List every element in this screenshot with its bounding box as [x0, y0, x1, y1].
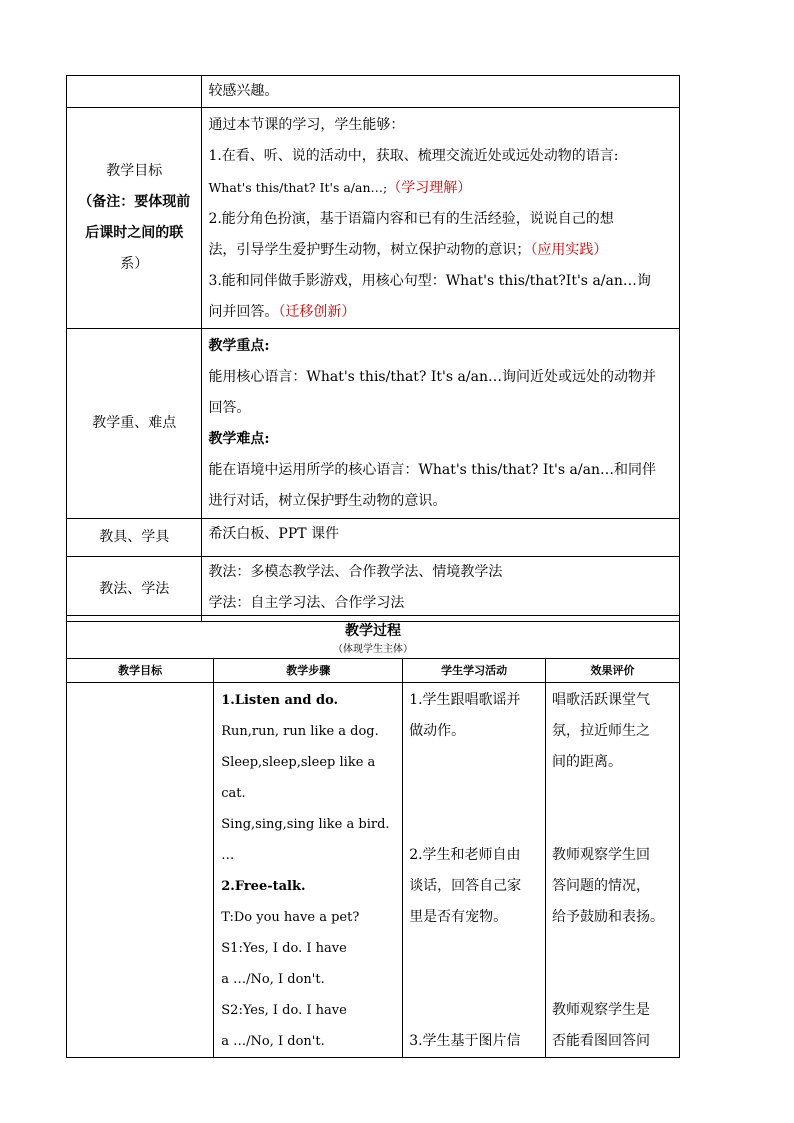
- evaluation-line: 教师观察学生回: [552, 847, 651, 863]
- objective-2-tag: （应用实践）: [530, 242, 608, 258]
- header-steps: 教学步骤: [214, 659, 403, 683]
- methods-label: 教法、学法: [67, 557, 202, 622]
- objectives-label: 教学目标 （备注：要体现前 后课时之间的联 系）: [67, 108, 202, 329]
- step-line: Sleep,sleep,sleep like a: [221, 755, 376, 770]
- learning-method: 学法：自主学习法、合作学习法: [208, 595, 405, 611]
- process-title: 教学过程: [345, 623, 401, 639]
- focus-heading: 教学重点:: [208, 338, 270, 354]
- step-line: cat.: [221, 786, 246, 801]
- activity-line: [409, 964, 545, 995]
- objective-2-line-1: 2.能分角色扮演，基于语篇内容和已有的生活经验，说说自己的想: [208, 211, 614, 227]
- steps-cell: [214, 683, 403, 1058]
- difficulty-line-2: 进行对话，树立保护野生动物的意识。: [208, 493, 447, 509]
- step-line: …: [221, 848, 235, 863]
- header-activities: 学生学习活动: [403, 659, 546, 683]
- activity-line: [409, 995, 545, 1026]
- continuation-row: [67, 76, 680, 108]
- process-objective-cell: [67, 683, 214, 1058]
- focus-line-2: 回答。: [208, 400, 251, 416]
- header-evaluation: 效果评价: [546, 659, 680, 683]
- process-body-row: [67, 683, 680, 1058]
- activity-line: 做动作。: [409, 723, 466, 739]
- key-points-row: [67, 329, 680, 519]
- step-line: 2.Free-talk.: [221, 879, 306, 894]
- key-points-content: [202, 329, 680, 519]
- objective-3-line-1: 3.能和同伴做手影游戏，用核心句型：What's this/that?It's a/an…询: [208, 273, 651, 289]
- activity-line: 1.学生跟唱歌谣并: [409, 692, 521, 708]
- header-objective: 教学目标: [67, 659, 214, 683]
- methods-content: [202, 557, 680, 622]
- activity-line: 3.学生基于图片信: [409, 1033, 521, 1049]
- evaluation-line: 间的距离。: [552, 754, 623, 770]
- step-line: T:Do you have a pet?: [221, 910, 360, 925]
- evaluation-line: 教师观察学生是: [552, 1002, 651, 1018]
- activity-line: 谈话，回答自己家: [409, 878, 522, 894]
- focus-line-1: 能用核心语言：What's this/that? It's a/an…询问近处或远处的动物并: [208, 369, 656, 385]
- activities-cell: [403, 683, 546, 1058]
- process-title-cell: [67, 616, 680, 659]
- activity-line: 里是否有宠物。: [409, 909, 508, 925]
- objectives-intro: 通过本节课的学习，学生能够：: [208, 117, 405, 133]
- activity-line: [409, 933, 545, 964]
- evaluation-line: [552, 933, 679, 964]
- teaching-method: 教法：多模态教学法、合作教学法、情境教学法: [208, 564, 503, 580]
- step-line: 1.Listen and do.: [221, 693, 339, 708]
- evaluation-line: 否能看图回答问: [552, 1033, 651, 1049]
- tools-label: 教具、学具: [67, 519, 202, 557]
- activity-line: 2.学生和老师自由: [409, 847, 521, 863]
- tools-value: 希沃白板、PPT 课件: [202, 519, 680, 557]
- evaluation-line: 答问题的情况，: [552, 878, 651, 894]
- evaluation-line: 唱歌活跃课堂气: [552, 692, 651, 708]
- objective-2-line-2: 法，引导学生爱护野生动物，树立保护动物的意识；（应用实践）: [208, 242, 608, 258]
- objectives-content: [202, 108, 680, 329]
- step-line: S1:Yes, I do. I have: [221, 941, 347, 956]
- step-line: a …/No, I don't.: [221, 1034, 325, 1049]
- evaluation-line: 给予鼓励和表扬。: [552, 909, 665, 925]
- objective-3-tag: （迁移创新）: [278, 304, 356, 320]
- objective-1-tag: （学习理解）: [387, 180, 472, 196]
- evaluation-line: [552, 964, 679, 995]
- objective-1-line-1: 1.在看、听、说的活动中，获取、梳理交流近处或远处动物的语言:: [208, 148, 619, 164]
- activity-line: [409, 809, 545, 840]
- methods-row: [67, 557, 680, 622]
- step-line: S2:Yes, I do. I have: [221, 1003, 347, 1018]
- activity-line: [409, 747, 545, 778]
- process-header-row: [67, 659, 680, 683]
- teaching-process-table: [66, 615, 680, 1058]
- step-line: Sing,sing,sing like a bird.: [221, 817, 390, 832]
- lesson-info-table: [66, 75, 680, 622]
- difficulty-heading: 教学难点:: [208, 431, 270, 447]
- objectives-row: [67, 108, 680, 329]
- difficulty-line-1: 能在语境中运用所学的核心语言：What's this/that? It's a/an…和同伴: [208, 462, 656, 478]
- key-points-label: 教学重、难点: [67, 329, 202, 519]
- evaluation-line: 氛，拉近师生之: [552, 723, 651, 739]
- objective-1-line-2: What's this/that? It's a/an…;（学习理解）: [208, 180, 472, 196]
- process-subtitle: （体现学生主体）: [333, 644, 413, 655]
- step-line: Run,run, run like a dog.: [221, 724, 379, 739]
- objective-3-line-2: 问并回答。（迁移创新）: [208, 304, 356, 320]
- evaluation-line: [552, 778, 679, 809]
- evaluation-line: [552, 809, 679, 840]
- tools-row: [67, 519, 680, 557]
- step-line: a …/No, I don't.: [221, 972, 325, 987]
- process-title-row: [67, 616, 680, 659]
- evaluation-cell: [546, 683, 680, 1058]
- continuation-text: 较感兴趣。: [202, 76, 680, 108]
- activity-line: [409, 778, 545, 809]
